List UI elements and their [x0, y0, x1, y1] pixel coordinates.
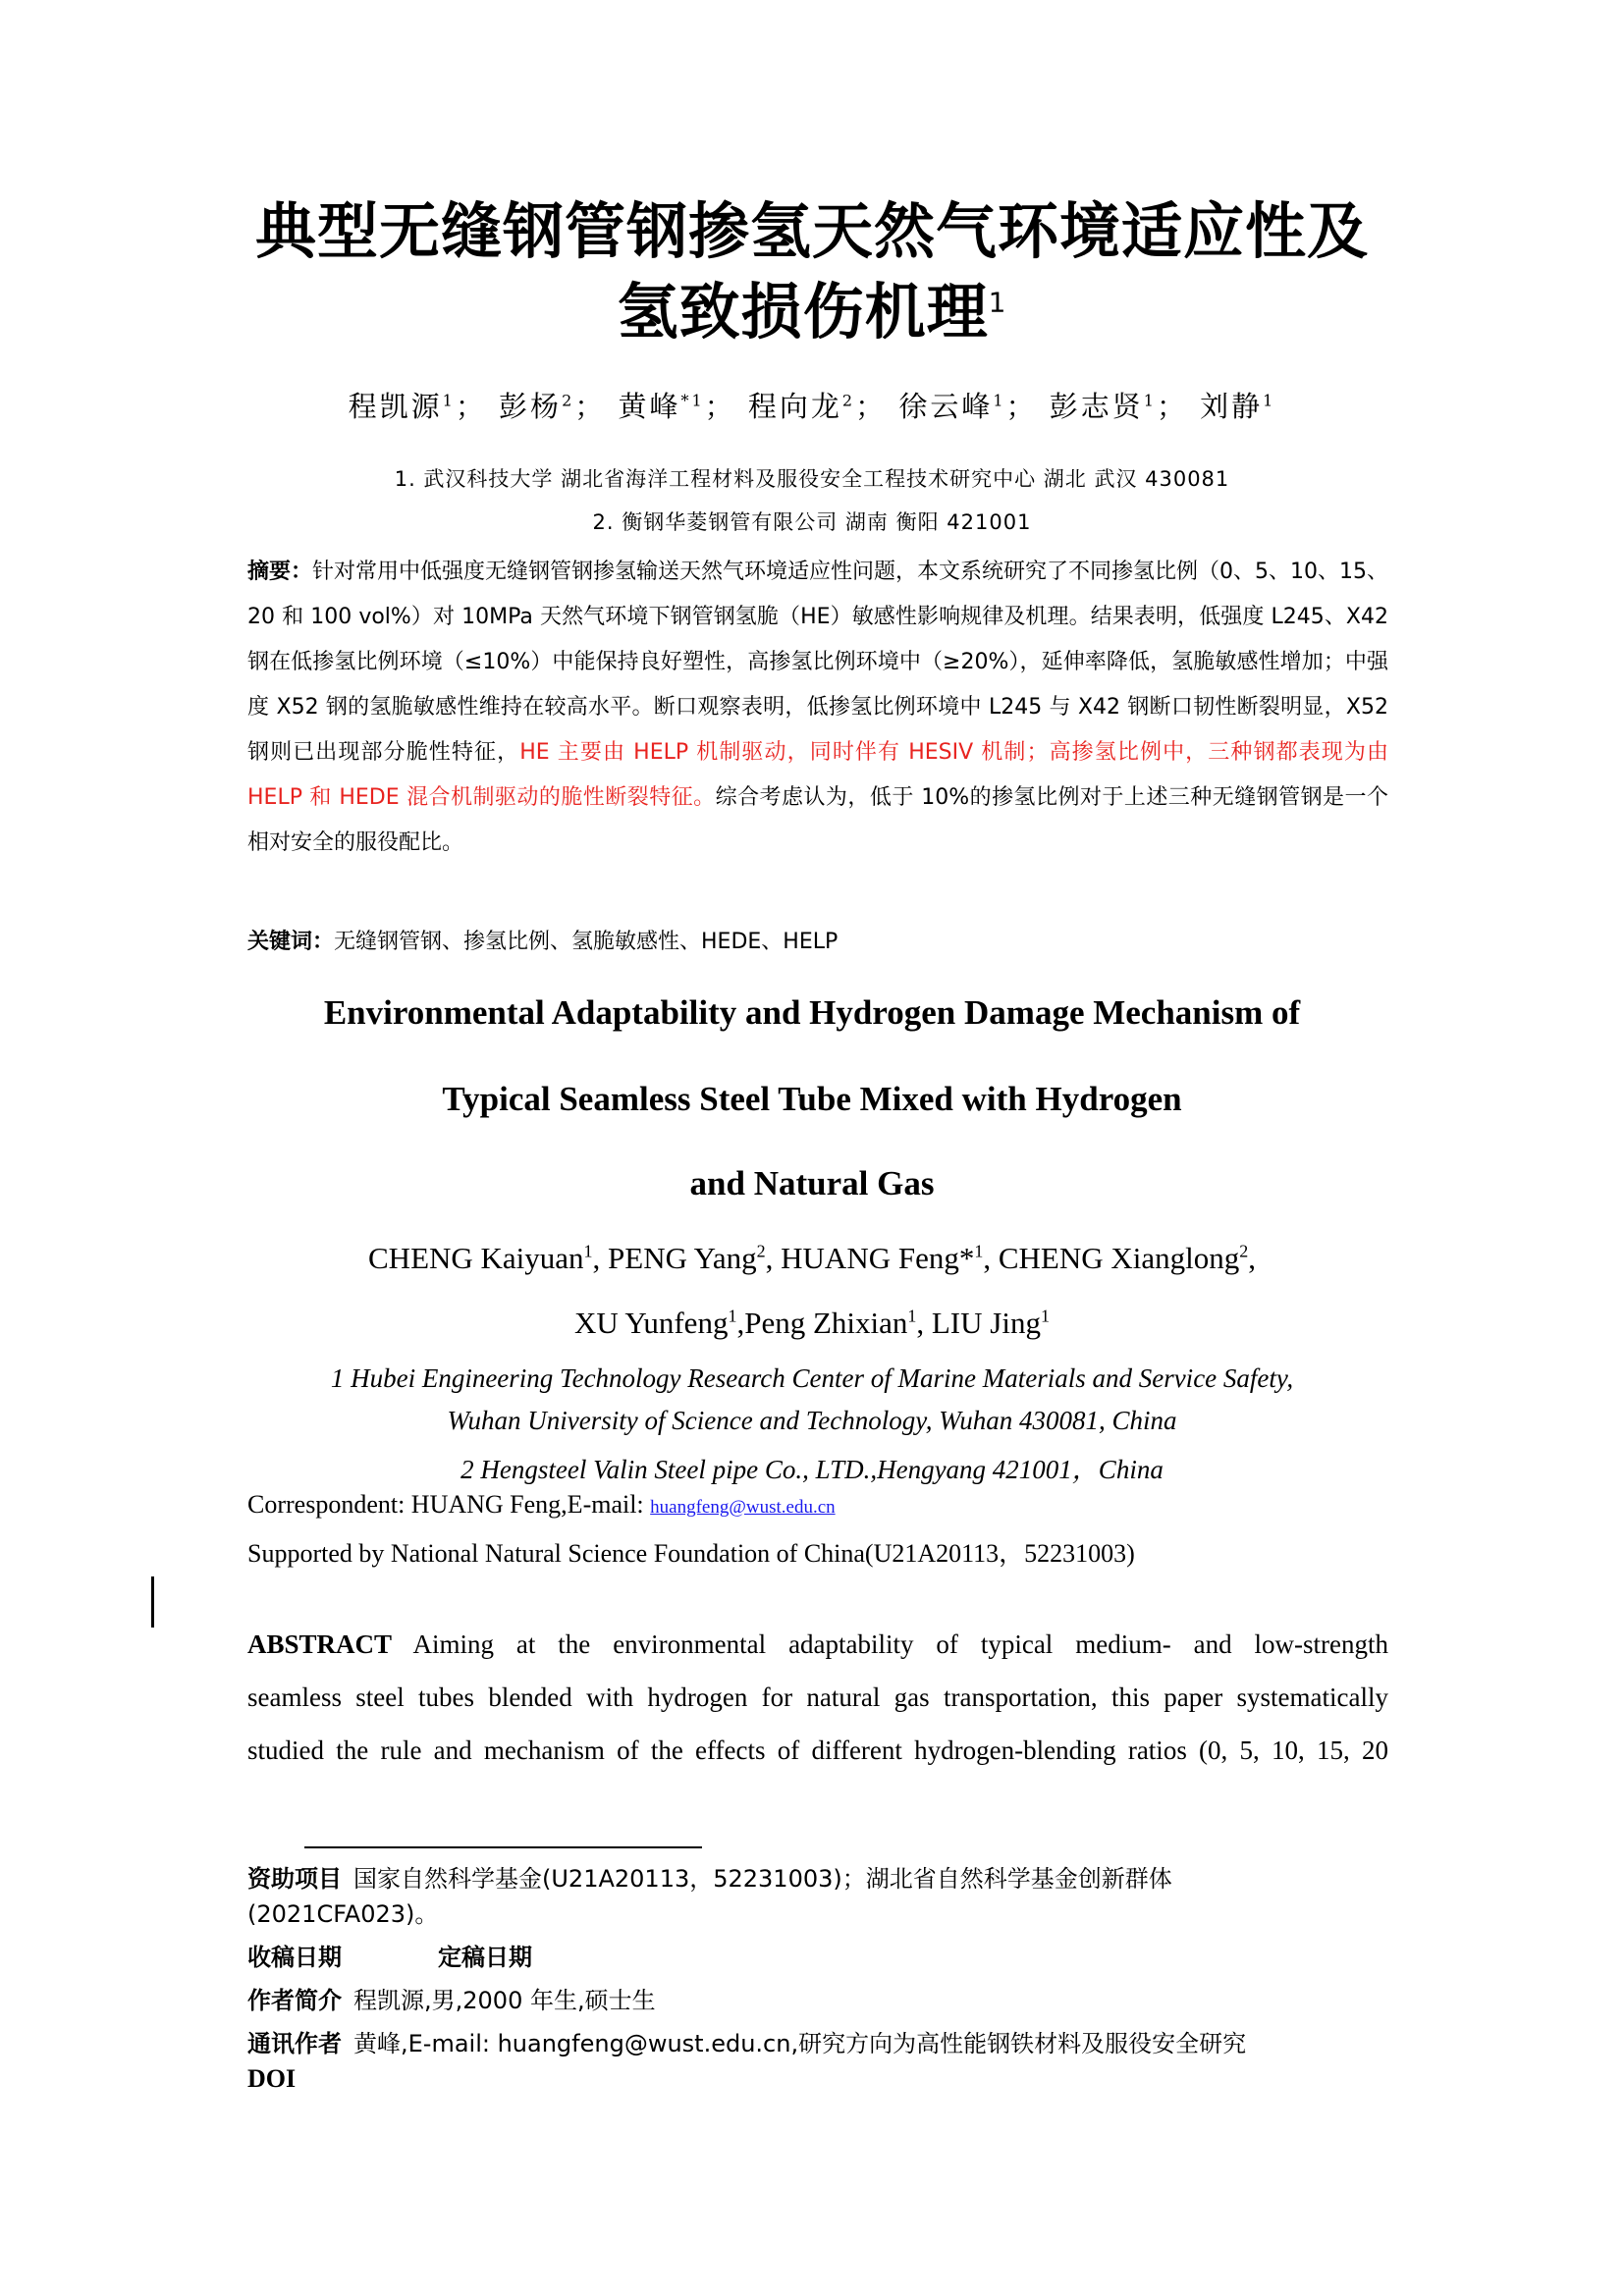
- author-separator: ,: [592, 1241, 609, 1275]
- footnote-corresponding: [247, 2026, 1388, 2061]
- keywords-cn: [247, 927, 1388, 958]
- author-sup: 2: [841, 391, 856, 410]
- paper-title-line-2: [147, 273, 1477, 351]
- affiliation-en-1: 1 Hubei Engineering Technology Research Center of Marine Materials and Service Safety,: [330, 1363, 1294, 1393]
- footnote-text: 国家自然科学基金(U21A20113，52231003)；湖北省自然科学基金创新群体: [353, 1865, 1172, 1893]
- author-sup: 1: [907, 1306, 917, 1326]
- title-footnote-marker: 1: [988, 286, 1007, 319]
- author-en: CHENG Xianglong: [998, 1241, 1240, 1275]
- author-sup: 2: [756, 1241, 766, 1261]
- author-sup: 1: [728, 1306, 737, 1326]
- authors-en-line-1: [196, 1241, 1428, 1276]
- author-en: XU Yunfeng: [574, 1306, 729, 1340]
- keywords-cn-label: 关键词：: [247, 930, 335, 954]
- author-sup: *1: [680, 391, 705, 410]
- author-separator: ,: [983, 1241, 999, 1275]
- title-en-line-2: Typical Seamless Steel Tube Mixed with Hydrogen: [442, 1080, 1182, 1118]
- authors-cn: 程凯源$^1$； 彭杨$^2$； 黄峰$^{*1}$； 程向龙$^2$； 徐云峰$^1$； 彭志贤$^1$； 刘静$^1$: [348, 390, 1276, 423]
- footnote-funding-cont: (2021CFA023)。: [247, 1900, 439, 1928]
- keywords-cn-text: 无缝钢管钢、掺氢比例、氢脆敏感性、HEDE、HELP: [334, 930, 839, 954]
- author-cn: 黄峰: [618, 390, 681, 423]
- author-cn: 刘静: [1200, 390, 1264, 423]
- authors-en-line-2: [196, 1306, 1428, 1341]
- footnote-label: 通讯作者: [247, 2030, 342, 2057]
- footnote-text: 程凯源,男,2000 年生,硕士生: [353, 1987, 656, 2014]
- abstract-en-line-2: seamless steel tubes blended with hydrogen for natural gas transportation, this paper systematically: [247, 1682, 1388, 1712]
- author-en: PENG Yang: [608, 1241, 757, 1275]
- abstract-cn-label: 摘要：: [247, 560, 313, 584]
- footnote-funding: [247, 1861, 1388, 1896]
- footnote-label: 作者简介: [247, 1987, 342, 2014]
- title-en-line-3: and Natural Gas: [689, 1164, 935, 1202]
- author-separator: ,: [765, 1241, 782, 1275]
- author-cn: 徐云峰: [898, 390, 994, 423]
- affiliation-en-3: 2 Hengsteel Valin Steel pipe Co., LTD.,Hengyang 421001，China: [460, 1455, 1164, 1484]
- abstract-en-line-1: [247, 1618, 1388, 1671]
- abstract-en-text: Aiming at the environmental adaptability of typical medium- and low-strength: [412, 1629, 1388, 1659]
- footnote-doi: DOI: [247, 2064, 297, 2093]
- footnote-author: [247, 1983, 1388, 2018]
- paper-title-line-1: 典型无缝钢管钢掺氢天然气环境适应性及: [254, 195, 1369, 267]
- footnote-text: 黄峰,E-mail: huangfeng@wust.edu.cn,研究方向为高性能钢铁材料及服役安全研究: [353, 2030, 1247, 2057]
- author-cn: 彭志贤: [1049, 390, 1144, 423]
- author-sup: 1: [1040, 1306, 1050, 1326]
- author-cn: 程凯源: [348, 390, 443, 423]
- author-separator: ,: [1248, 1241, 1256, 1275]
- footnote-label: 收稿日期: [247, 1944, 342, 1971]
- author-sup: 1: [442, 391, 456, 410]
- author-sup: 2: [562, 391, 575, 410]
- correspondent-email-link[interactable]: huangfeng@wust.edu.cn: [650, 1497, 836, 1518]
- author-cn: 程向龙: [747, 390, 842, 423]
- supported-by: Supported by National Natural Science Foundation of China(U21A20113，52231003): [247, 1539, 1135, 1568]
- abstract-cn-conclusion: 综合考虑认为，低于 10%的掺氢比例对于上述三种无缝钢管钢是一个相对安全的服役配比。: [247, 785, 1388, 855]
- author-sup: 1: [974, 1241, 984, 1261]
- author-separator: ,: [916, 1306, 932, 1340]
- author-en: CHENG Kaiyuan: [368, 1241, 584, 1275]
- affiliation-en-2: Wuhan University of Science and Technology, Wuhan 430081, China: [447, 1406, 1177, 1435]
- author-en: HUANG Feng*: [781, 1241, 975, 1275]
- correspondent-label: Correspondent: HUANG Feng,E-mail:: [247, 1490, 651, 1519]
- abstract-en-line-3: studied the rule and mechanism of the effects of different hydrogen-blending ratios (0, 5, 10, 15, 20: [247, 1735, 1388, 1765]
- abstract-cn-text: 针对常用中低强度无缝钢管钢掺氢输送天然气环境适应性问题，本文系统研究了不同掺氢比例（0、5、10、15、20 和 100 vol%）对 10MPa 天然气环境下钢管钢氢脆（HE）敏感性影响规律及机理。结果表明，低强度 L245、X42 钢在低掺氢比例环境（≤10%）中能保持良好塑性，高掺氢比例环境中（≥20%），延伸率降低，氢脆敏感性增加；中强度 X52 钢的氢脆敏感性维持在较高水平。断口观察表明，低掺氢比例环境中 L245 与 X42 钢断口韧性断裂明显，X52 钢则已出现部分脆性特征，: [247, 560, 1389, 765]
- author-sup: 1: [993, 391, 1006, 410]
- author-sup: 1: [583, 1241, 593, 1261]
- title-en-line-1: Environmental Adaptability and Hydrogen Damage Mechanism of: [323, 993, 1301, 1032]
- abstract-en-label: ABSTRACT: [247, 1629, 393, 1659]
- affiliation-cn-1: 1. 武汉科技大学 湖北省海洋工程材料及服役安全工程技术研究中心 湖北 武汉 430081: [394, 467, 1230, 491]
- author-sup: 2: [1239, 1241, 1249, 1261]
- footnote-label: 定稿日期: [438, 1944, 532, 1971]
- author-en: Peng Zhixian: [744, 1306, 908, 1340]
- abstract-cn-highlight: HE 主要由 HELP 机制驱动，同时伴有 HESIV 机制；高掺氢比例中，三种钢都表现为由 HELP 和 HEDE 混合机制驱动的脆性断裂特征。: [247, 740, 1388, 810]
- author-sup: 1: [1263, 391, 1276, 410]
- author-en: LIU Jing: [931, 1306, 1041, 1340]
- correspondent-line: [247, 1490, 1388, 1520]
- abstract-en: [247, 1618, 1388, 1777]
- text-cursor: [151, 1576, 154, 1628]
- affiliation-cn-2: 2. 衡钢华菱钢管有限公司 湖南 衡阳 421001: [592, 510, 1032, 534]
- footnote-dates: [247, 1940, 1388, 1975]
- footnote-label: 资助项目: [247, 1865, 342, 1893]
- footnotes: [247, 1861, 1388, 2097]
- author-sup: 1: [1143, 391, 1157, 410]
- abstract-cn: [247, 550, 1388, 866]
- paper-title-text: 氢致损伤机理: [617, 276, 989, 347]
- author-cn: 彭杨: [499, 390, 563, 423]
- author-separator: ,: [736, 1306, 745, 1340]
- footnote-rule: [304, 1846, 702, 1848]
